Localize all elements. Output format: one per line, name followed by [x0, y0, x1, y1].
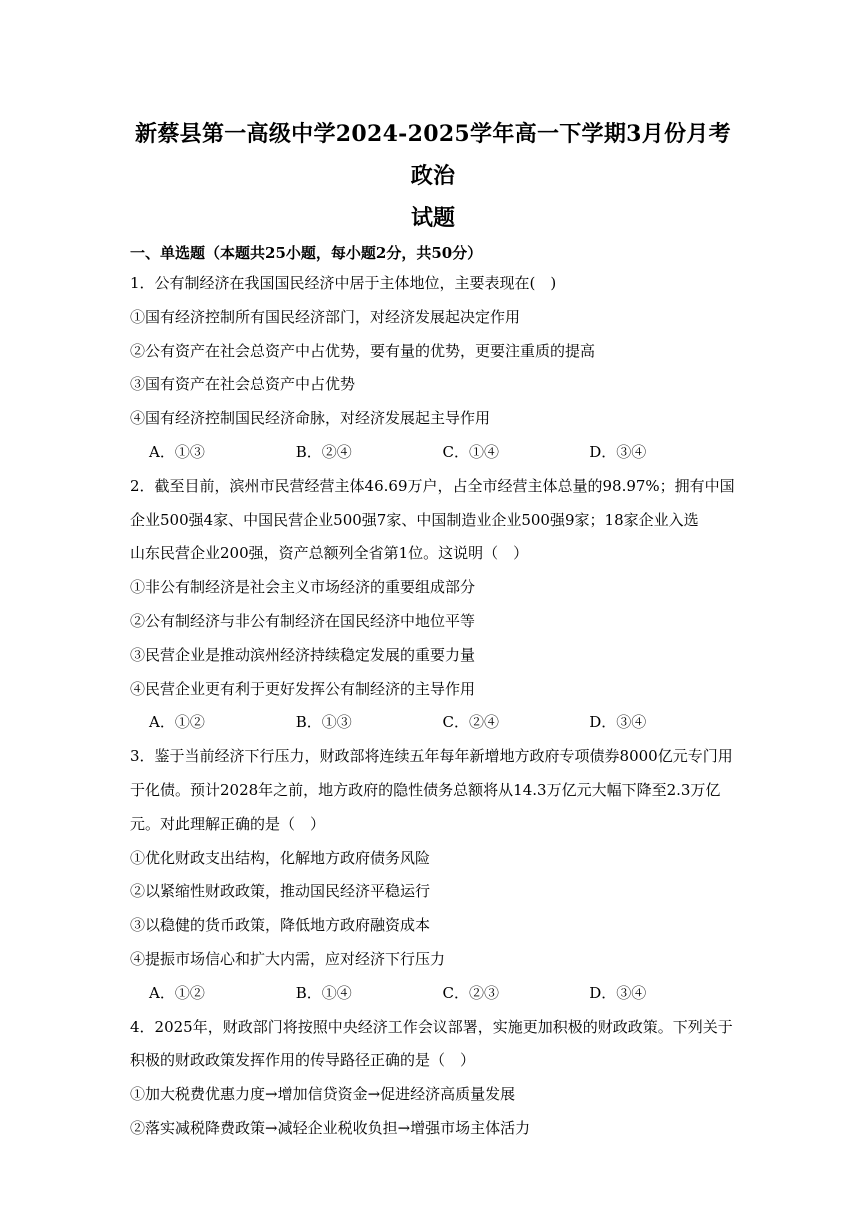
question-stem-line: 4．2025年，财政部门将按照中央经济工作会议部署，实施更加积极的财政政策。下列关于: [130, 1017, 733, 1036]
answer-options: [130, 436, 736, 470]
statement-3: ③民营企业是推动滨州经济持续稳定发展的重要力量: [130, 645, 476, 664]
question-3: [130, 740, 736, 1010]
answer-options: [130, 977, 736, 1011]
document-title: 新蔡县第一高级中学2024-2025学年高一下学期3月份月考政治: [135, 121, 731, 189]
question-stem-line: 企业500强4家、中国民营企业500强7家、中国制造业企业500强9家；18家企业入选: [130, 510, 699, 529]
question-stem-line: 元。对此理解正确的是（ ）: [130, 814, 326, 833]
question-stem-line: 1．公有制经济在我国国民经济中居于主体地位，主要表现在( ): [130, 274, 557, 292]
option-d: D．③④: [589, 713, 647, 732]
question-2: [130, 470, 736, 740]
option-a: A．①③: [149, 442, 205, 461]
option-b: B．①④: [295, 983, 352, 1002]
option-b: B．①③: [295, 713, 352, 732]
option-c: C．②③: [442, 983, 499, 1002]
statement-4: ④国有经济控制国民经济命脉，对经济发展起主导作用: [130, 409, 491, 428]
statement-1: ①国有经济控制所有国民经济部门，对经济发展起决定作用: [130, 307, 521, 326]
question-stem-line: 积极的财政政策发挥作用的传导路径正确的是（ ）: [130, 1051, 476, 1070]
statement-2: ②公有资产在社会总资产中占优势，要有量的优势，更要注重质的提高: [130, 341, 596, 360]
question-1: [130, 267, 736, 470]
option-c: C．①④: [442, 442, 499, 461]
statement-2: ②以紧缩性财政政策，推动国民经济平稳运行: [130, 882, 431, 901]
answer-options: [130, 706, 736, 740]
statement-2: ②公有制经济与非公有制经济在国民经济中地位平等: [130, 611, 476, 630]
statement-4: ④提振市场信心和扩大内需，应对经济下行压力: [130, 949, 446, 968]
option-a: A．①②: [149, 983, 205, 1002]
statement-4: ④民营企业更有利于更好发挥公有制经济的主导作用: [130, 679, 476, 698]
statement-1: ①优化财政支出结构，化解地方政府债务风险: [130, 848, 431, 867]
section-heading: 一、单选题（本题共25小题，每小题2分，共50分）: [130, 244, 483, 262]
question-stem-line: 山东民营企业200强，资产总额列全省第1位。这说明（ ）: [130, 544, 529, 563]
option-a: A．①②: [149, 713, 205, 732]
statement-3: ③国有资产在社会总资产中占优势: [130, 375, 356, 394]
option-d: D．③④: [589, 442, 647, 461]
statement-2: ②落实减税降费政策→减轻企业税收负担→增强市场主体活力: [130, 1118, 531, 1137]
document-title-continued: 试题: [410, 205, 455, 231]
statement-1: ①加大税费优惠力度→增加信贷资金→促进经济高质量发展: [130, 1085, 516, 1104]
statement-3: ③以稳健的货币政策，降低地方政府融资成本: [130, 916, 431, 935]
question-4: [130, 1011, 736, 1146]
statement-1: ①非公有制经济是社会主义市场经济的重要组成部分: [130, 578, 476, 597]
option-c: C．②④: [442, 713, 499, 732]
question-stem-line: 2．截至目前，滨州市民营经营主体46.69万户，占全市经营主体总量的98.97%；拥有中国: [130, 476, 735, 495]
question-stem-line: 于化债。预计2028年之前，地方政府的隐性债务总额将从14.3万亿元大幅下降至2.3万亿: [130, 780, 721, 799]
option-b: B．②④: [295, 442, 352, 461]
option-d: D．③④: [589, 983, 647, 1002]
question-list: [130, 267, 736, 1146]
question-stem-line: 3．鉴于当前经济下行压力，财政部将连续五年每年新增地方政府专项债券8000亿元专门用: [130, 747, 733, 766]
